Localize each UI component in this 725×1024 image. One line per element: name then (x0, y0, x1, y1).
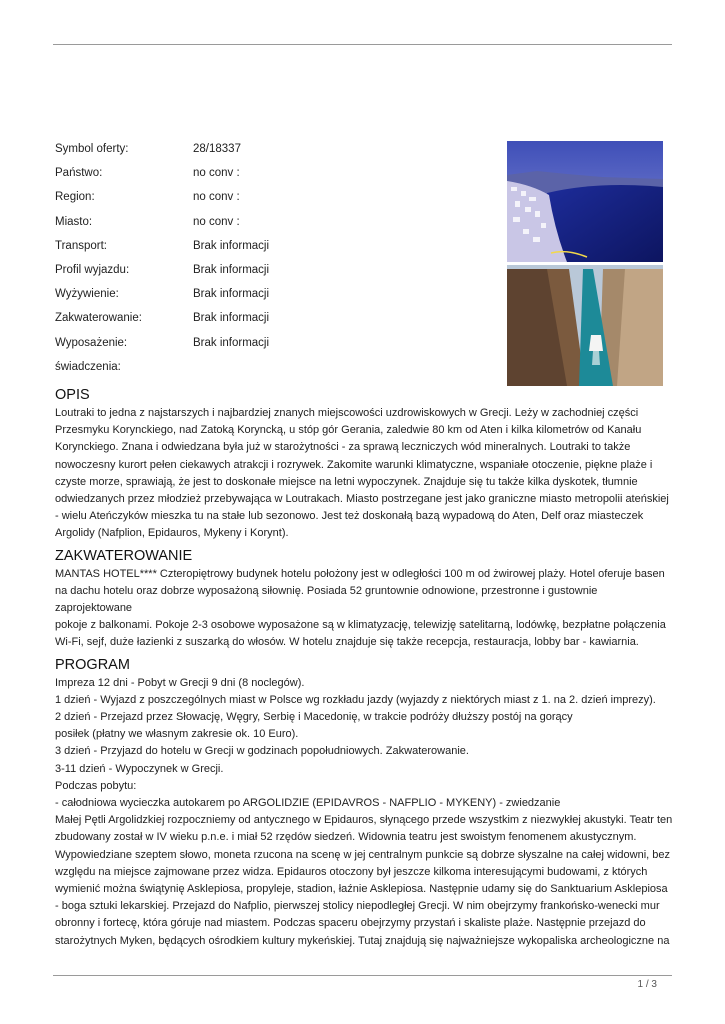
field-accommodation (55, 310, 475, 334)
field-equipment (55, 335, 475, 359)
section-text-zakwaterowanie: MANTAS HOTEL**** Czteropiętrowy budynek hotelu położony jest w odległości 100 m od żwirowej plaży. Hotel oferuje basen na dachu hotelu oraz dobrze wyposażoną siłownię. Posiada 52 gruntownie odnowione, przestronne i gustownie zaprojektowane pokoje z balkonami. Pokoje 2-3 osobowe wyposażone są w klimatyzację, telewizję satelitarną, lodówkę, bezpłatne połączenia Wi-Fi, sejf, duże łazienki z suszarką do włosów. W hotelu znajduje się także recepcja, restauracja, lobby bar - kawiarnia. (55, 567, 666, 649)
field-label: świadczenia: (55, 360, 121, 373)
main-content (55, 386, 675, 950)
field-transport (55, 238, 475, 262)
corinth-canal-photo (507, 265, 663, 386)
header-rule (53, 44, 672, 45)
field-label: Miasto: (55, 215, 93, 228)
section-heading-opis: OPIS (55, 387, 90, 403)
footer-rule (53, 975, 672, 976)
field-label: Symbol oferty: (55, 143, 129, 155)
field-symbol (55, 141, 475, 165)
field-label: Profil wyjazdu: (55, 263, 130, 276)
field-trip-profile (55, 262, 475, 286)
section-heading-zakwaterowanie: ZAKWATEROWANIE (55, 547, 193, 564)
field-label: Transport: (55, 239, 107, 252)
field-value: Brak informacji (193, 239, 270, 252)
field-board (55, 286, 475, 310)
field-value: no conv : (193, 191, 240, 204)
field-label: Zakwaterowanie: (55, 312, 142, 325)
section-text-opis: Loutraki to jedna z najstarszych i najbardziej znanych miejscowości uzdrowiskowych w Grecji. Leży w zachodniej części Przesmyku Korynckiego, nad Zatoką Koryncką, u stóp gór Gerania, zaledwie 80 km od Aten i kilka kilometrów od Kanału Korynckiego. Znana i odwiedzana była już w starożytności - za sprawą leczniczych wód mineralnych. Loutraki to także nowoczesny kurort pełen ciekawych atrakcji i rozrywek. Zakomite warunki klimatyczne, wspaniałe otoczenie, piękne plaże i czyste morze, sprawiają, że jest to doskonałe miejsce na letni wypoczynek. Znajduje się tu także kilka dyskotek, tłumnie odwiedzanych przez młodzież przebywająca w Loutrakach. Miasto postrzegane jest jako graniczne miasto metropolii ateńskiej - wielu Ateńczyków mieszka tu na stałe lub sezonowo. Jest też doskonałą bazą wypadową do Aten, Delf oraz miasteczek Argolidy (Nafplion, Epidauros, Mykeny i Korynt). (55, 407, 669, 540)
field-label: Region: (55, 191, 95, 204)
field-label: Wyposażenie: (55, 336, 128, 349)
field-label: Państwo: (55, 167, 103, 180)
field-value: Brak informacji (193, 288, 270, 301)
loutraki-bay-photo (507, 141, 663, 262)
field-city (55, 214, 475, 238)
field-country (55, 165, 475, 189)
field-value: Brak informacji (193, 336, 270, 349)
field-region (55, 189, 475, 213)
field-value: no conv : (193, 167, 240, 180)
field-value: no conv : (193, 215, 240, 228)
offer-details (55, 141, 475, 383)
page-number: 1 / 3 (637, 979, 657, 990)
field-value: Brak informacji (193, 312, 270, 325)
section-text-program: Impreza 12 dni - Pobyt w Grecji 9 dni (8 noclegów). 1 dzień - Wyjazd z poszczególnych miast w Polsce wg rozkładu jazdy (wyjazdy z niektórych miast z 1. na 2. dzień imprezy). 2 dzień - Przejazd przez Słowację, Węgry, Serbię i Macedonię, w trakcie podróży dłuższy postój na gorący posiłek (płatny we własnym zakresie ok. 10 Euro). 3 dzień - Przyjazd do hotelu w Grecji w godzinach popołudniowych. Zakwaterowanie. 3-11 dzień - Wypoczynek w Grecji. Podczas pobytu: - całodniowa wycieczka autokarem po ARGOLIDZIE (EPIDAVROS - NAFPLIO - MYKENY) - zwiedzanie Małej Pętli Argolidzkiej rozpoczniemy od antycznego w Epidauros, słynącego przede wszystkim z niezwykłej akustyki. Teatr ten zbudowany został w IV wieku p.n.e. i miał 52 rzędów siedzeń. Widownia teatru jest swoistym fenomenem akustycznym. Wypowiedziane szeptem słowo, moneta rzucona na scenę w jej centralnym punkcie są dobrze słyszalne na całej widowni, bez względu na miejsce zajmowane przez widza. Epidauros otoczony był jeszcze kilkoma interesującymi budowami, z których wymienić można świątynię Asklepiosa, propyleje, stadion, łaźnie Asklepiosa. Następnie udamy się do Sanktuarium Asklepiosa - boga sztuki lekarskiej. Przejazd do Nafplio, pierwszej stolicy niepodległej Grecji. W nim obejrzymy frankońsko-wenecki mur obronny i fortecę, która góruje nad miastem. Podczas spaceru obejrzymy przystań i skaliste plaże. Następnie przejazd do starożytnych Myken, będących ośrodkiem kultury mykeńskiej. Tutaj znajdują się najważniejsze wykopaliska archeologiczne na (55, 676, 673, 947)
field-label: Wyżywienie: (55, 288, 119, 301)
section-heading-program: PROGRAM (55, 656, 130, 673)
field-value: 28/18337 (193, 143, 241, 155)
field-services (55, 359, 475, 383)
field-value: Brak informacji (193, 263, 270, 276)
